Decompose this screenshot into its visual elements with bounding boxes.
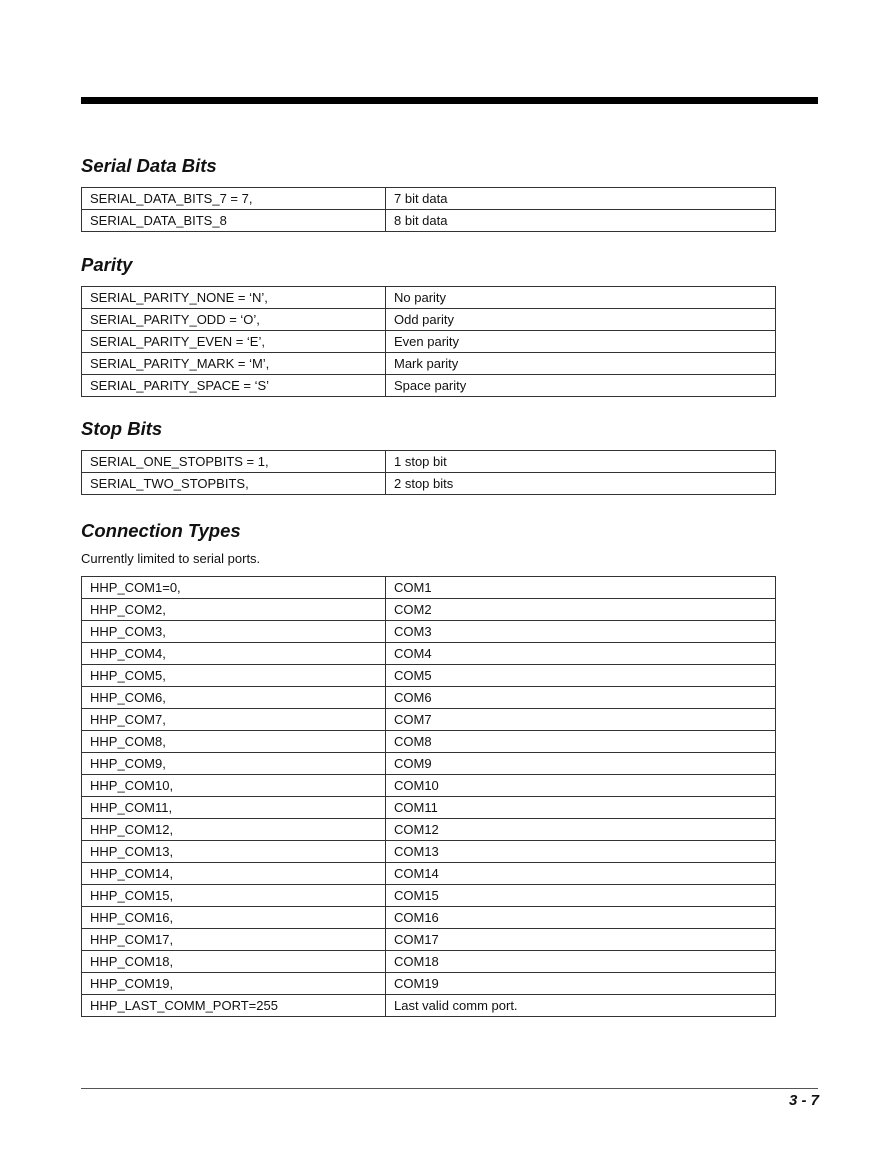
constant-name-cell: SERIAL_PARITY_MARK = ‘M’, <box>82 353 386 375</box>
description-cell: COM14 <box>386 863 776 885</box>
section-heading: Serial Data Bits <box>81 155 217 176</box>
table-row <box>82 885 776 907</box>
section-heading: Stop Bits <box>81 418 163 439</box>
table-row <box>82 753 776 775</box>
description-cell: COM11 <box>386 797 776 819</box>
table-row <box>82 907 776 929</box>
table-row <box>82 188 776 210</box>
table-row <box>82 687 776 709</box>
table-row <box>82 665 776 687</box>
section-intro: Currently limited to serial ports. <box>81 551 261 566</box>
footer-rule <box>81 1088 818 1089</box>
section-stop-bits <box>81 418 776 495</box>
description-cell: COM6 <box>386 687 776 709</box>
constant-name-cell: HHP_COM3, <box>82 621 386 643</box>
table-row <box>82 709 776 731</box>
constant-name-cell: HHP_LAST_COMM_PORT=255 <box>82 995 386 1017</box>
section-serial-data-bits <box>81 155 776 232</box>
constant-name-cell: SERIAL_ONE_STOPBITS = 1, <box>82 451 386 473</box>
constant-name-cell: HHP_COM18, <box>82 951 386 973</box>
description-cell: Space parity <box>386 375 776 397</box>
description-cell: COM9 <box>386 753 776 775</box>
page-number: 3 - 7 <box>788 1092 819 1109</box>
constant-name-cell: SERIAL_PARITY_ODD = ‘O’, <box>82 309 386 331</box>
section-heading: Parity <box>81 254 133 275</box>
constant-name-cell: HHP_COM4, <box>82 643 386 665</box>
table-row <box>82 375 776 397</box>
constant-name-cell: HHP_COM7, <box>82 709 386 731</box>
constant-name-cell: HHP_COM15, <box>82 885 386 907</box>
constant-name-cell: SERIAL_PARITY_NONE = ‘N’, <box>82 287 386 309</box>
description-cell: COM7 <box>386 709 776 731</box>
constant-name-cell: HHP_COM1=0, <box>82 577 386 599</box>
description-cell: COM18 <box>386 951 776 973</box>
table-row <box>82 863 776 885</box>
description-cell: COM15 <box>386 885 776 907</box>
description-cell: COM8 <box>386 731 776 753</box>
description-cell: COM4 <box>386 643 776 665</box>
table-row <box>82 210 776 232</box>
table-row <box>82 451 776 473</box>
constant-name-cell: HHP_COM2, <box>82 599 386 621</box>
description-cell: COM3 <box>386 621 776 643</box>
table-row <box>82 309 776 331</box>
section-parity <box>81 254 776 397</box>
constant-name-cell: HHP_COM11, <box>82 797 386 819</box>
constant-name-cell: SERIAL_TWO_STOPBITS, <box>82 473 386 495</box>
constant-name-cell: SERIAL_DATA_BITS_8 <box>82 210 386 232</box>
description-cell: COM17 <box>386 929 776 951</box>
description-cell: No parity <box>386 287 776 309</box>
constant-name-cell: SERIAL_PARITY_EVEN = ‘E’, <box>82 331 386 353</box>
table-row <box>82 995 776 1017</box>
description-cell: 8 bit data <box>386 210 776 232</box>
table-row <box>82 951 776 973</box>
constant-name-cell: HHP_COM13, <box>82 841 386 863</box>
description-cell: Last valid comm port. <box>386 995 776 1017</box>
section-connection-types <box>81 520 776 1017</box>
definition-table <box>81 187 776 232</box>
table-row <box>82 929 776 951</box>
constant-name-cell: HHP_COM17, <box>82 929 386 951</box>
description-cell: COM16 <box>386 907 776 929</box>
constant-name-cell: HHP_COM19, <box>82 973 386 995</box>
table-row <box>82 819 776 841</box>
description-cell: 7 bit data <box>386 188 776 210</box>
definition-table <box>81 576 776 1017</box>
description-cell: COM2 <box>386 599 776 621</box>
header-rule <box>81 97 818 104</box>
constant-name-cell: HHP_COM12, <box>82 819 386 841</box>
definition-table <box>81 286 776 397</box>
description-cell: Even parity <box>386 331 776 353</box>
table-row <box>82 731 776 753</box>
constant-name-cell: HHP_COM16, <box>82 907 386 929</box>
description-cell: Mark parity <box>386 353 776 375</box>
table-row <box>82 621 776 643</box>
constant-name-cell: HHP_COM5, <box>82 665 386 687</box>
table-row <box>82 797 776 819</box>
constant-name-cell: SERIAL_DATA_BITS_7 = 7, <box>82 188 386 210</box>
constant-name-cell: HHP_COM9, <box>82 753 386 775</box>
table-row <box>82 775 776 797</box>
table-row <box>82 331 776 353</box>
description-cell: Odd parity <box>386 309 776 331</box>
constant-name-cell: HHP_COM8, <box>82 731 386 753</box>
description-cell: 2 stop bits <box>386 473 776 495</box>
table-row <box>82 841 776 863</box>
table-row <box>82 643 776 665</box>
table-row <box>82 973 776 995</box>
description-cell: COM1 <box>386 577 776 599</box>
description-cell: COM12 <box>386 819 776 841</box>
description-cell: COM5 <box>386 665 776 687</box>
table-row <box>82 353 776 375</box>
definition-table <box>81 450 776 495</box>
description-cell: COM19 <box>386 973 776 995</box>
constant-name-cell: HHP_COM6, <box>82 687 386 709</box>
description-cell: COM10 <box>386 775 776 797</box>
section-heading: Connection Types <box>81 520 241 541</box>
table-row <box>82 599 776 621</box>
constant-name-cell: SERIAL_PARITY_SPACE = ‘S’ <box>82 375 386 397</box>
description-cell: COM13 <box>386 841 776 863</box>
table-row <box>82 287 776 309</box>
constant-name-cell: HHP_COM14, <box>82 863 386 885</box>
table-row <box>82 473 776 495</box>
constant-name-cell: HHP_COM10, <box>82 775 386 797</box>
description-cell: 1 stop bit <box>386 451 776 473</box>
table-row <box>82 577 776 599</box>
